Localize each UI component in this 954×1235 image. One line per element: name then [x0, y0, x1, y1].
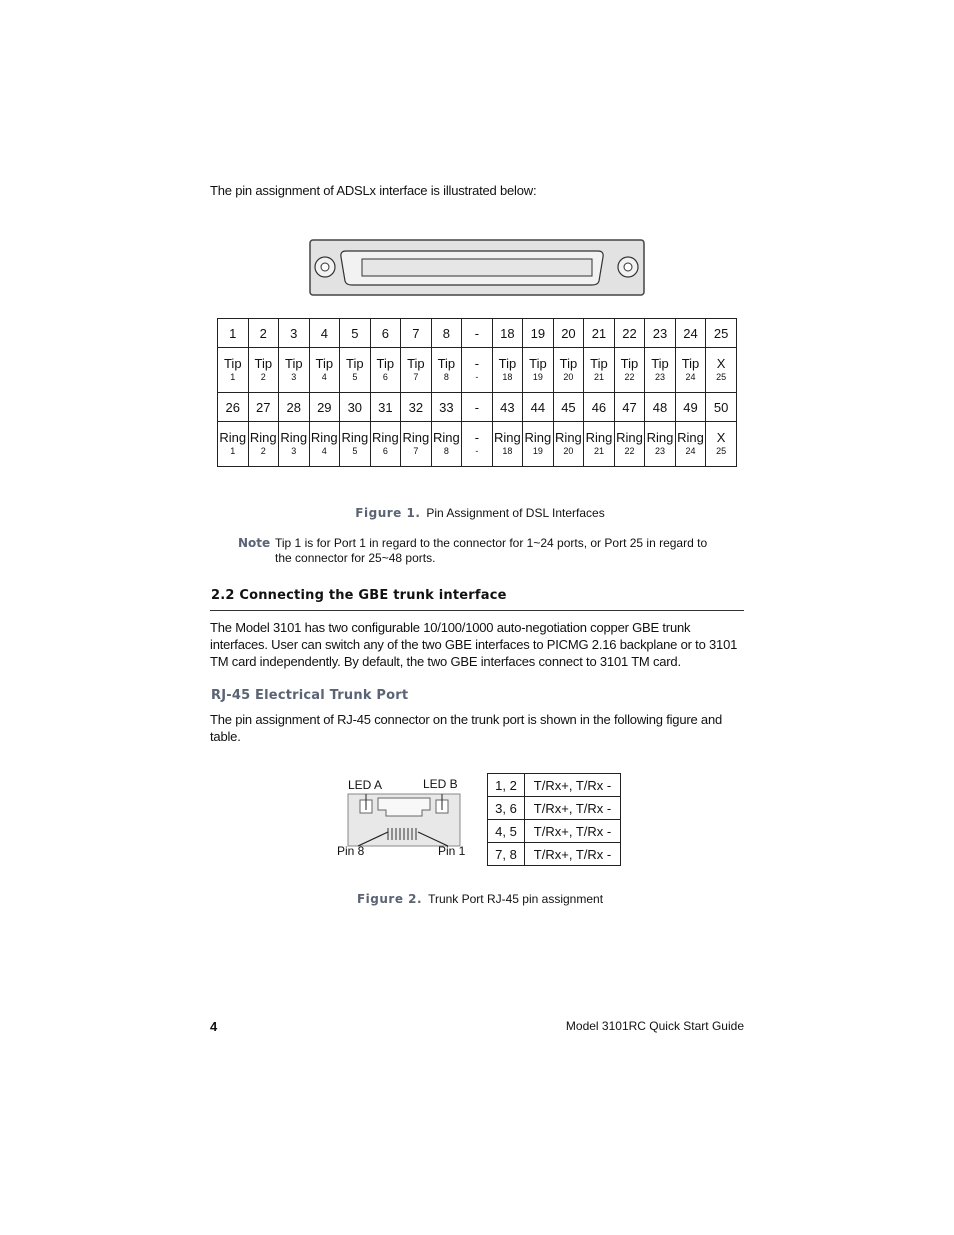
pin-label-port: 19	[532, 446, 543, 456]
pin-label-port: 18	[502, 372, 513, 382]
pin-label-name: Ring	[494, 430, 521, 445]
section-paragraph: The Model 3101 has two configurable 10/100/1000 auto-negotiation copper GBE trunk interfaces. User can switch any of the two GBE interfaces to PICMG 2.16 backplane or to 3101 TM card independently. By default, the two GBE interfaces connect to 3101 TM card.	[210, 620, 738, 669]
pin-label-cell	[614, 348, 645, 393]
pin-label-port: 24	[685, 372, 696, 382]
pin-label-cell	[614, 422, 645, 467]
pin-label-port: 7	[413, 446, 419, 456]
pin-number-cell: 32	[401, 393, 432, 422]
dsl-pin-table	[217, 318, 737, 467]
pin-number-cell: 24	[675, 319, 706, 348]
pin-label-name: Tip	[346, 356, 364, 371]
pin-label-cell	[706, 422, 737, 467]
rj45-pins-cell: 4, 5	[488, 820, 525, 843]
pin-number-cell: 30	[340, 393, 371, 422]
pin-label-cell	[248, 348, 279, 393]
pin-label-port: 5	[352, 372, 358, 382]
pin-label-name: Ring	[280, 430, 308, 445]
pin-label-cell	[553, 348, 584, 393]
pin-label-name: Ring	[432, 430, 460, 445]
pin-number-cell: 6	[370, 319, 401, 348]
pin-label-cell	[431, 348, 462, 393]
pin-number-cell: 26	[218, 393, 249, 422]
pin-label-name: Ring	[524, 430, 552, 445]
pin-label-port: 7	[413, 372, 419, 382]
section-divider	[210, 610, 744, 611]
note-block	[238, 536, 718, 566]
pin-label-cell	[218, 348, 249, 393]
pin-8-label: Pin 8	[337, 844, 365, 858]
pin-label-port: -	[475, 446, 479, 456]
pin-label-name: Ring	[646, 430, 674, 445]
pin-label-cell	[340, 422, 371, 467]
pin-label-port: 20	[563, 446, 574, 456]
pin-label-cell	[706, 348, 737, 393]
pin-label-port: 22	[624, 446, 635, 456]
pin-1-label: Pin 1	[438, 844, 466, 858]
pin-label-name: Ring	[219, 430, 247, 445]
pin-label-cell	[492, 348, 523, 393]
pin-number-cell: 21	[584, 319, 615, 348]
figure-1-text: Pin Assignment of DSL Interfaces	[426, 506, 605, 520]
intro-text: The pin assignment of ADSLx interface is illustrated below:	[210, 183, 537, 198]
pin-number-cell: 44	[523, 393, 554, 422]
pin-number-cell: 22	[614, 319, 645, 348]
pin-label-name: Ring	[585, 430, 613, 445]
pin-label-port: 8	[443, 372, 449, 382]
pin-label-cell	[401, 348, 432, 393]
rj45-pin-table	[487, 773, 621, 866]
pin-label-name: Ring	[341, 430, 369, 445]
pin-label-name: Tip	[407, 356, 425, 371]
pin-label-port: 22	[624, 372, 635, 382]
rj45-pins-cell: 1, 2	[488, 774, 525, 797]
pin-number-cell: 1	[218, 319, 249, 348]
pin-label-name: Tip	[529, 356, 547, 371]
figure-1-label: Figure 1.	[355, 506, 421, 520]
pin-label-port: 8	[443, 446, 449, 456]
pin-label-cell	[279, 422, 310, 467]
pin-label-name: Tip	[681, 356, 700, 371]
pin-label-port: 6	[382, 372, 388, 382]
pin-number-cell: -	[462, 393, 493, 422]
table-row	[488, 797, 621, 820]
pin-number-cell: -	[462, 319, 493, 348]
pin-label-cell	[492, 422, 523, 467]
rj45-pins-cell: 3, 6	[488, 797, 525, 820]
pin-label-cell	[370, 348, 401, 393]
section-title: 2.2 Connecting the GBE trunk interface	[211, 588, 507, 603]
pin-number-cell: 19	[523, 319, 554, 348]
pin-label-port: 25	[716, 372, 727, 382]
pin-label-name: Tip	[437, 356, 456, 371]
pin-label-name: Ring	[616, 430, 643, 445]
led-a-label: LED A	[348, 778, 383, 792]
subsection-paragraph: The pin assignment of RJ-45 connector on the trunk port is shown in the following figure and table.	[210, 712, 723, 744]
pin-number-cell: 23	[645, 319, 676, 348]
pin-label-name: Tip	[376, 356, 395, 371]
pin-label-port: 3	[291, 446, 297, 456]
pin-label-name: Tip	[285, 356, 303, 371]
pin-number-cell: 5	[340, 319, 371, 348]
pin-label-cell	[584, 422, 615, 467]
pin-label-cell	[523, 422, 554, 467]
table-row	[488, 774, 621, 797]
pin-label-name: -	[474, 430, 480, 445]
pin-label-port: 24	[685, 446, 696, 456]
rj45-diagram	[330, 770, 480, 870]
pin-label-name: Ring	[310, 430, 338, 445]
pin-number-row-top	[218, 319, 737, 348]
rj45-signal-cell: T/Rx+, T/Rx -	[525, 820, 621, 843]
rj45-pins-cell: 7, 8	[488, 843, 525, 866]
pin-label-cell	[431, 422, 462, 467]
pin-label-port: 5	[352, 446, 358, 456]
pin-number-cell: 7	[401, 319, 432, 348]
led-b-label: LED B	[423, 777, 458, 791]
pin-label-cell	[675, 422, 706, 467]
pin-number-cell: 33	[431, 393, 462, 422]
pin-number-cell: 28	[279, 393, 310, 422]
pin-label-cell	[675, 348, 706, 393]
table-row	[488, 843, 621, 866]
adsl-connector-illustration	[308, 237, 648, 299]
pin-label-cell	[370, 422, 401, 467]
pin-number-cell: 20	[553, 319, 584, 348]
footer-title: Model 3101RC Quick Start Guide	[565, 1019, 744, 1033]
pin-number-cell: 25	[706, 319, 737, 348]
pin-number-cell: 43	[492, 393, 523, 422]
rj45-signal-cell: T/Rx+, T/Rx -	[525, 843, 621, 866]
pin-label-name: Tip	[223, 356, 242, 371]
pin-label-port: 1	[230, 372, 236, 382]
pin-number-row-bottom	[218, 393, 737, 422]
table-row	[488, 820, 621, 843]
pin-number-cell: 29	[309, 393, 340, 422]
pin-label-port: 20	[563, 372, 574, 382]
pin-label-cell	[309, 348, 340, 393]
pin-label-cell	[309, 422, 340, 467]
pin-label-name: Tip	[559, 356, 578, 371]
pin-label-port: 23	[654, 372, 665, 382]
pin-number-cell: 50	[706, 393, 737, 422]
figure-2-label: Figure 2.	[356, 892, 423, 906]
pin-label-cell	[462, 348, 493, 393]
pin-number-cell: 27	[248, 393, 279, 422]
pin-number-cell: 49	[675, 393, 706, 422]
pin-label-name: Ring	[677, 430, 704, 445]
pin-label-cell	[279, 348, 310, 393]
figure-1-caption	[210, 506, 750, 520]
pin-label-name: Ring	[402, 430, 430, 445]
pin-label-cell	[340, 348, 371, 393]
pin-label-port: -	[475, 372, 479, 382]
pin-label-name: Tip	[620, 356, 639, 371]
pin-label-port: 2	[260, 446, 266, 456]
pin-label-cell	[462, 422, 493, 467]
pin-label-cell	[248, 422, 279, 467]
pin-label-port: 6	[382, 446, 388, 456]
note-text: Tip 1 is for Port 1 in regard to the connector for 1~24 ports, or Port 25 in regard to the connector for 25~48 ports.	[275, 536, 708, 565]
pin-label-port: 18	[502, 446, 513, 456]
pin-number-cell: 2	[248, 319, 279, 348]
rj45-signal-cell: T/Rx+, T/Rx -	[525, 774, 621, 797]
pin-number-cell: 18	[492, 319, 523, 348]
pin-label-name: Tip	[315, 356, 334, 371]
pin-label-row-bottom	[218, 422, 737, 467]
page-number: 4	[210, 1019, 218, 1034]
pin-label-row-top	[218, 348, 737, 393]
pin-label-port: 4	[321, 446, 327, 456]
pin-number-cell: 48	[645, 393, 676, 422]
pin-label-name: -	[474, 356, 480, 371]
pin-label-cell	[584, 348, 615, 393]
pin-label-name: Ring	[249, 430, 277, 445]
pin-number-cell: 3	[279, 319, 310, 348]
figure-2-caption	[210, 892, 750, 906]
pin-label-name: Tip	[254, 356, 273, 371]
pin-number-cell: 4	[309, 319, 340, 348]
pin-label-cell	[553, 422, 584, 467]
pin-label-port: 21	[593, 372, 604, 382]
pin-label-cell	[523, 348, 554, 393]
pin-label-name: Tip	[498, 356, 517, 371]
pin-label-port: 21	[593, 446, 604, 456]
pin-label-name: Tip	[590, 356, 608, 371]
pin-number-cell: 8	[431, 319, 462, 348]
pin-label-port: 2	[260, 372, 266, 382]
pin-label-port: 1	[230, 446, 236, 456]
pin-label-port: 3	[291, 372, 297, 382]
pin-number-cell: 46	[584, 393, 615, 422]
pin-label-cell	[645, 348, 676, 393]
pin-label-cell	[645, 422, 676, 467]
pin-label-cell	[218, 422, 249, 467]
pin-label-port: 23	[654, 446, 665, 456]
pin-number-cell: 45	[553, 393, 584, 422]
subsection-title: RJ-45 Electrical Trunk Port	[211, 688, 409, 703]
pin-label-port: 19	[532, 372, 543, 382]
rj45-signal-cell: T/Rx+, T/Rx -	[525, 797, 621, 820]
pin-number-cell: 31	[370, 393, 401, 422]
pin-number-cell: 47	[614, 393, 645, 422]
pin-label-name: Tip	[651, 356, 669, 371]
figure-2-text: Trunk Port RJ-45 pin assignment	[428, 892, 604, 906]
pin-label-port: 4	[321, 372, 327, 382]
pin-label-name: X	[716, 356, 726, 371]
pin-label-port: 25	[716, 446, 727, 456]
pin-label-name: X	[716, 430, 726, 445]
note-label: Note	[238, 536, 271, 550]
pin-label-cell	[401, 422, 432, 467]
pin-label-name: Ring	[555, 430, 582, 445]
pin-label-name: Ring	[371, 430, 399, 445]
